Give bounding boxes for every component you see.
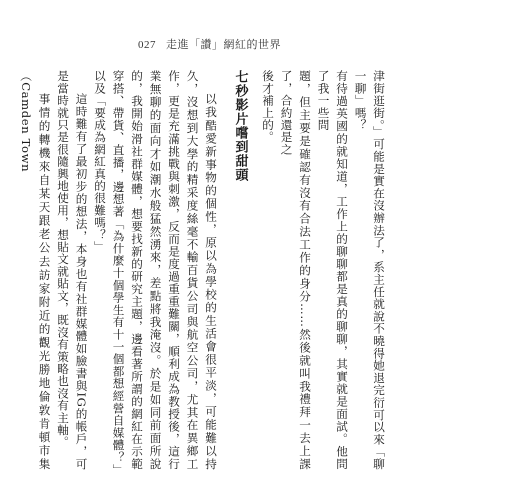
running-header-title: 走進「讚」網紅的世界 — [166, 38, 281, 51]
body-paragraph-1: 以我酷愛新事物的個性，原以為學校的生活會很平淡，可能難以持久，沒想到大學的精采度絲毫不輸百貨公司與航空公司，尤其在異鄉工作，更是充滿挑戰與刺激，反而是度過重重難關，順利成為教授後，這行業無聊的面向才如潮水般猛然湧來，差點將我淹沒。於是如同前面所說的，我開始滑社群媒體，想要找新的研究主題，邊看著所謂的網紅在示範穿搭、帶貨、直播，邊想著「為什麼十個學生有十一個都想經營自媒體？」以及「要成為網紅真的很難嗎？」 — [93, 70, 218, 470]
body-paragraph-2: 這時難有了最初步的想法，本身也有社群媒體如臉書與IG的帳戶，可是當時就只是很隨興地使用，想貼文就貼文，既沒有策略也沒有主軸。 — [56, 70, 89, 470]
vertical-text-body — [17, 70, 389, 470]
body-paragraph-3: 事情的轉機來自某天跟老公去訪家附近的觀光勝地倫敦肯頓市集（Camden Town — [19, 70, 52, 470]
section-heading: 七秒影片嚐到甜頭 — [232, 70, 248, 182]
page-number: 027 — [138, 39, 156, 51]
paragraph-continuation-2: 有待過英國的就知道，工作上的聊聊都是真的聊聊，其實就是面試。他問了我一些問 — [316, 70, 349, 470]
page-header — [138, 36, 281, 52]
paragraph-continuation-1: 津街逛街。」可能是實在沒辦法了，系主任就說不曉得她退完衍可以來「聊一聊」嗎？ — [353, 70, 386, 470]
paragraph-continuation-3: 題，但主要是確認有沒有合法工作的身分……然後就叫我禮拜一去上課了，合約還是之 — [279, 70, 312, 470]
paragraph-continuation-4: 後才補上的。 — [261, 70, 275, 144]
